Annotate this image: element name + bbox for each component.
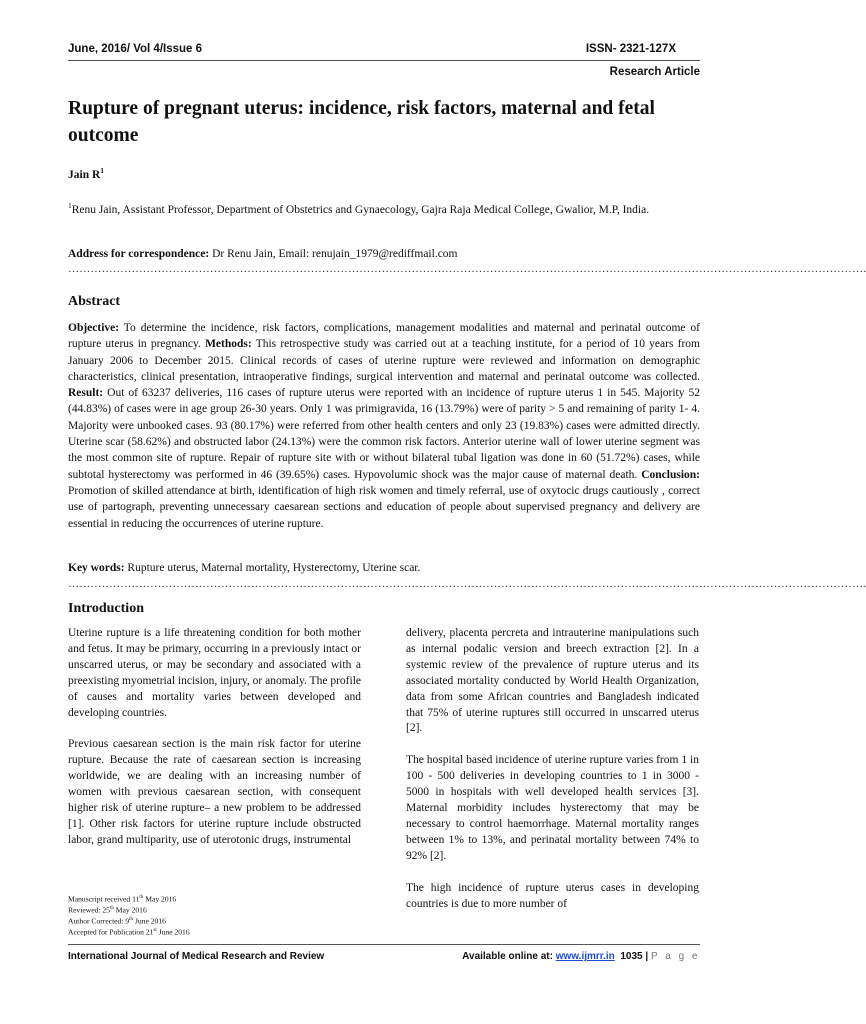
note-reviewed bbox=[68, 904, 190, 915]
conclusion-label: Conclusion: bbox=[641, 468, 700, 481]
journal-issue: June, 2016/ Vol 4/Issue 6 bbox=[68, 43, 203, 55]
manuscript-notes bbox=[68, 893, 190, 937]
affiliation-text: Renu Jain, Assistant Professor, Department of Obstetrics and Gynaecology, Gajra Raja Medical College, Gwalior, M.P, India. bbox=[71, 203, 650, 216]
affiliation bbox=[68, 197, 700, 219]
footer-availability bbox=[462, 951, 700, 962]
page-label: P a g e bbox=[650, 951, 700, 962]
dotted-separator: ……………………………………………………………………………………………………………………………………………………………………………………………. bbox=[68, 263, 866, 275]
note-sup: st bbox=[153, 927, 157, 933]
journal-link[interactable]: www.ijmrr.in bbox=[555, 951, 615, 962]
note-received bbox=[68, 893, 190, 904]
introduction-heading: Introduction bbox=[68, 601, 144, 616]
paragraph: The hospital based incidence of uterine rupture varies from 1 in 100 - 500 deliveries in developing countries to 1 in 3000 - 5000 in hospitals with well developed health services [3]. Maternal morbidity includes hysterectomy that may be necessary to control haemorrhage. Maternal mortality ranges between 1% to 13%, and perinatal mortality between 74% to 92% [2]. bbox=[406, 754, 699, 862]
article-type: Research Article bbox=[609, 66, 700, 78]
note-text: Accepted for Publication 21 bbox=[68, 927, 154, 937]
author-sup: 1 bbox=[100, 166, 105, 175]
page-number: 1035 bbox=[620, 951, 643, 962]
author-name: Jain R bbox=[68, 168, 101, 181]
note-text: May 2016 bbox=[143, 894, 177, 904]
objective-label: Objective: bbox=[68, 322, 120, 334]
footer-divider bbox=[68, 944, 700, 945]
keywords-text: Rupture uterus, Maternal mortality, Hysterectomy, Uterine scar. bbox=[124, 562, 421, 574]
keywords-label: Key words: bbox=[68, 562, 125, 574]
correspondence bbox=[68, 248, 458, 260]
note-sup: th bbox=[129, 916, 134, 922]
author bbox=[68, 166, 104, 181]
result-text: Out of 63237 deliveries, 116 cases of rupture uterus were reported with an incidence of rupture uterus 1 in 545. Majority 52 (44.83%) of cases were in age group 26-30 years. Only 1 was primigravida, 16 (13.79%) were of parity > 5 and remaining of parity 1- 4. Majority were unbooked cases. 93 (80.17%) were referred from other health centers and only 23 (19.83%) cases were admitted directly. Uterine scar (58.62%) and obstructed labor (24.13%) were the common risk factors. Anterior uterine wall of lower uterine segment was the most common site of rupture. Repair of rupture site with or without bilateral tubal ligation was done in 60 (51.72%) cases, while subtotal hysterectomy was performed in 46 (39.65%) cases. Hypovolumic shock was the major cause of maternal death. bbox=[68, 387, 700, 481]
intro-left-column bbox=[68, 626, 361, 865]
paragraph: delivery, placenta percreta and intrauterine manipulations such as internal podalic version and breech extraction [2]. In a systemic review of the prevalence of rupture uterus and its associated mortality conducted by World Health Organization, data from some African countries and Bangladesh indicated that 75% of uterine ruptures still occurred in unscarred uterus [2]. bbox=[406, 627, 699, 735]
objective-text: To determine the incidence, risk factors, complications, management modalities and maternal and perinatal outcome of rupture uterus in pregnancy. bbox=[68, 322, 700, 351]
available-label: Available online at: bbox=[462, 951, 556, 962]
methods-text: This retrospective study was carried out at a teaching institute, for a period of 10 years from January 2006 to December 2015. Clinical records of cases of uterine rupture were reviewed and information on demographic characteristics, clinical presentation, intraoperative findings, surgical intervention and maternal and perinatal outcome was collected. bbox=[68, 338, 701, 383]
abstract-body bbox=[68, 320, 700, 532]
page-separator: | bbox=[645, 951, 649, 962]
issn: ISSN- 2321-127X bbox=[585, 43, 676, 55]
note-sup: th bbox=[139, 895, 144, 900]
paragraph: Uterine rupture is a life threatening condition for both mother and fetus. It may be primary, occurring in a previously intact or unscarred uterus, or may be secondary and associated with a preexisting myometrial incision, injury, or anomaly. The profile of causes and mortality varies between developed and developing countries. bbox=[68, 627, 361, 719]
note-text: Reviewed: 25 bbox=[68, 905, 110, 915]
paragraph: Previous caesarean section is the main risk factor for uterine rupture. Because the rate of caesarean section is increasing worldwide, we are dealing with an increasing number of women with previous caesarean section, with consequent higher risk of uterine rupture– a new problem to be addressed [1]. Other risk factors for uterine rupture include obstructed labor, grand multiparity, use of uterotonic drugs, instrumental bbox=[68, 738, 361, 846]
correspondence-text: Dr Renu Jain, Email: renujain_1979@rediffmail.com bbox=[209, 248, 458, 260]
paragraph: The high incidence of rupture uterus cases in developing countries is due to more number of bbox=[406, 881, 699, 910]
correspondence-label: Address for correspondence: bbox=[68, 248, 210, 260]
header-divider bbox=[68, 60, 700, 61]
note-text: Author Corrected: 9 bbox=[68, 916, 130, 926]
result-label: Result: bbox=[68, 387, 104, 400]
affiliation-sup: 1 bbox=[68, 201, 72, 210]
dotted-separator: ……………………………………………………………………………………………………………………………………………………………………………………………. bbox=[68, 578, 866, 590]
note-text: May 2016 bbox=[113, 905, 147, 915]
methods-label: Methods: bbox=[205, 338, 252, 351]
keywords bbox=[68, 562, 700, 574]
note-text: Manuscript received 11 bbox=[68, 894, 140, 904]
note-text: June 2016 bbox=[133, 916, 166, 926]
note-accepted bbox=[68, 926, 190, 937]
note-text: June 2016 bbox=[156, 927, 190, 937]
note-sup: th bbox=[109, 905, 114, 911]
conclusion-text: Promotion of skilled attendance at birth, identification of high risk women and timely referral, use of oxytocic drugs cautiously , correct use of partograph, preventing unnecessary caesarean sections and education of people about supervised pregnancy and delivery are essential in reducing the occurrences of uterine rupture. bbox=[68, 484, 700, 530]
abstract-heading: Abstract bbox=[68, 294, 121, 309]
paper-title: Rupture of pregnant uterus: incidence, risk factors, maternal and fetal outcome bbox=[68, 98, 655, 146]
journal-name: International Journal of Medical Research and Review bbox=[68, 951, 325, 962]
intro-right-column bbox=[406, 626, 699, 929]
note-corrected bbox=[68, 915, 190, 926]
